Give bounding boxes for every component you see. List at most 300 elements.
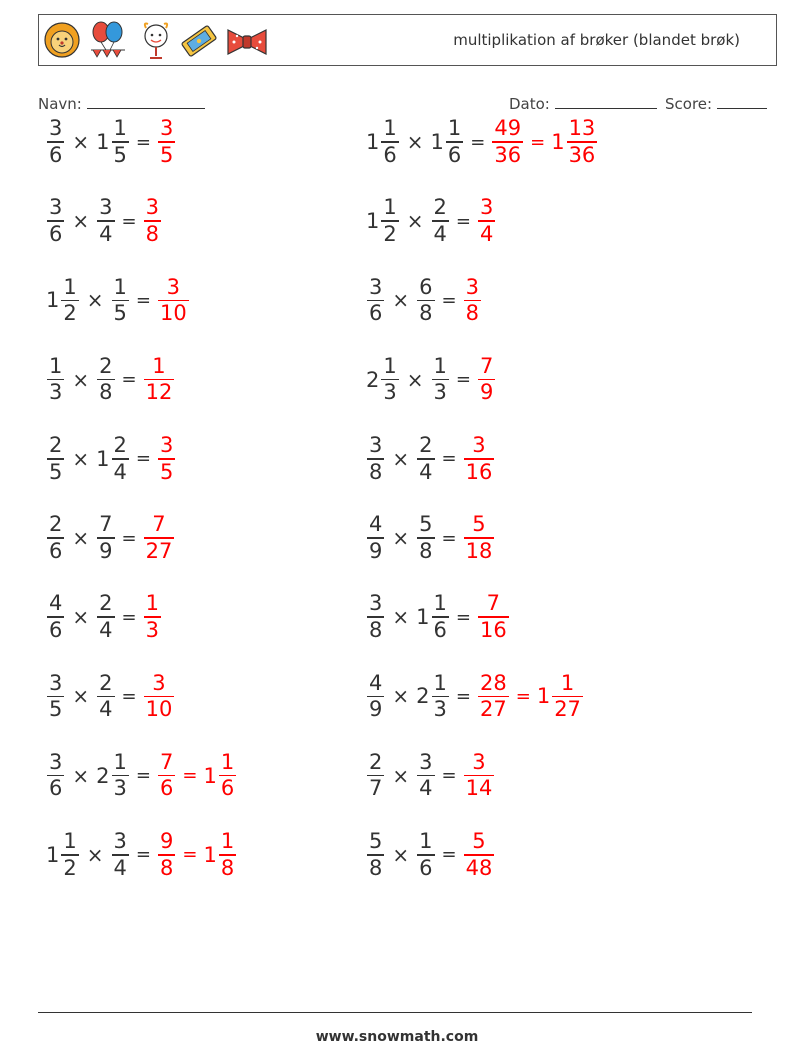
operand-b-fraction (97, 591, 114, 643)
problem-15 (46, 664, 175, 728)
answer-fraction (158, 750, 175, 802)
operand-a-fraction-numerator: 1 (383, 195, 397, 220)
footer-url: www.snowmath.com (315, 1029, 479, 1045)
answer-mixed-whole: 1 (551, 130, 565, 154)
answer (143, 354, 176, 406)
operand-a-fraction-denominator: 9 (369, 697, 383, 722)
operand-a-whole: 1 (366, 209, 380, 234)
operand-b-fraction-denominator: 6 (447, 142, 462, 167)
name-label: Navn: (38, 95, 82, 113)
answer (463, 512, 496, 564)
answer-fraction-denominator: 10 (145, 697, 173, 722)
answer-fraction-numerator: 3 (145, 195, 159, 220)
operand-a-fraction (381, 354, 398, 406)
answer-fraction (464, 275, 481, 327)
operand-b-fraction-denominator: 5 (113, 142, 127, 167)
answer-fraction-numerator: 7 (152, 512, 166, 537)
equals-sign: = (121, 527, 137, 549)
equals-sign: = (121, 606, 137, 628)
operand-b-fraction (417, 750, 434, 802)
operand-b-fraction-denominator: 4 (113, 855, 127, 880)
operand-b-fraction-denominator: 6 (419, 855, 433, 880)
answer (463, 275, 482, 327)
problem-2 (366, 110, 598, 174)
operand-b-fraction-numerator: 1 (113, 116, 127, 141)
header-box (38, 14, 777, 66)
problem-19 (46, 823, 237, 887)
answer-fraction-denominator: 9 (479, 380, 494, 405)
answer-fraction-denominator: 18 (465, 538, 493, 563)
operand-b-fraction-denominator: 4 (99, 617, 113, 642)
operand-b-fraction (112, 275, 129, 327)
operand-a-whole: 1 (46, 842, 60, 867)
equals-sign: = (121, 685, 137, 707)
answer-fraction-numerator: 3 (472, 749, 486, 774)
operand-a-fraction-denominator: 3 (49, 380, 63, 405)
operand-a-fraction-denominator: 8 (369, 617, 383, 642)
answer (463, 829, 496, 881)
operand-b-fraction-denominator: 4 (113, 459, 127, 484)
answer-fraction-denominator: 12 (145, 380, 173, 405)
operand-b-fraction (432, 591, 449, 643)
operand-b-fraction-denominator: 4 (99, 697, 113, 722)
answer (477, 195, 496, 247)
times-sign: × (392, 288, 410, 313)
operand-a-whole: 1 (366, 130, 380, 154)
operand-a-fraction-denominator: 6 (49, 221, 63, 246)
operand-a-whole: 1 (46, 288, 60, 313)
equals-sign: = (135, 765, 151, 787)
operand-a-fraction (367, 591, 384, 643)
answer-mixed-fraction (552, 671, 583, 723)
equals-sign: = (441, 289, 457, 311)
operand-b-fraction (97, 195, 114, 247)
equals-sign: = (441, 527, 457, 549)
answer-fraction-denominator: 14 (465, 776, 493, 801)
problem-18 (366, 744, 495, 808)
operand-a-fraction-numerator: 3 (49, 749, 63, 774)
problem-14 (366, 585, 510, 649)
answer-fraction-denominator: 16 (479, 617, 507, 642)
operand-b-whole: 1 (96, 446, 110, 471)
equals-sign: = (135, 289, 151, 311)
operand-b-fraction-numerator: 3 (113, 829, 127, 854)
answer-fraction (478, 354, 495, 406)
operand-b-fraction (432, 354, 449, 406)
answer (143, 591, 162, 643)
answer-fraction-numerator: 49 (494, 116, 522, 141)
problem-8 (366, 348, 496, 412)
answer-mixed-whole: 1 (536, 684, 551, 709)
answer-fraction (492, 116, 523, 168)
problem-6 (366, 268, 482, 332)
answer-mixed-fraction (219, 829, 236, 881)
operand-a-fraction-denominator: 6 (49, 617, 63, 642)
operand-b-whole: 1 (430, 130, 444, 154)
operand-b-whole: 1 (96, 130, 110, 154)
operand-b-fraction-numerator: 2 (433, 195, 447, 220)
problem-11 (46, 506, 175, 570)
answer-fraction (144, 512, 175, 564)
operand-a-fraction-numerator: 1 (383, 116, 397, 141)
operand-a-fraction-denominator: 7 (369, 776, 383, 801)
times-sign: × (392, 605, 410, 630)
operand-b-fraction-numerator: 7 (99, 512, 113, 537)
operand-b-fraction-denominator: 3 (113, 776, 127, 801)
times-sign: × (72, 209, 90, 234)
answer-fraction-denominator: 5 (159, 459, 174, 484)
answer-fraction-denominator: 6 (159, 776, 174, 801)
answer-fraction-denominator: 8 (159, 855, 174, 880)
operand-b-fraction (417, 829, 434, 881)
problem-16 (366, 664, 584, 728)
answer-equals-sign: = (530, 131, 546, 153)
answer-fraction-numerator: 1 (145, 591, 159, 616)
answer-fraction-numerator: 28 (479, 670, 507, 695)
operand-a-fraction (61, 275, 78, 327)
answer-fraction-denominator: 36 (494, 142, 522, 167)
operand-b-fraction-numerator: 1 (113, 749, 127, 774)
problem-4 (366, 189, 496, 253)
operand-b-fraction (112, 750, 129, 802)
answer (477, 671, 584, 723)
answer-fraction (144, 195, 161, 247)
operand-b-whole: 1 (416, 605, 430, 630)
operand-a-fraction (367, 671, 384, 723)
operand-b-fraction (112, 829, 129, 881)
operand-b-fraction (417, 512, 434, 564)
times-sign: × (392, 446, 410, 471)
answer-mixed-fraction (567, 116, 598, 168)
operand-b-fraction-numerator: 1 (433, 353, 447, 378)
operand-a-fraction-numerator: 4 (49, 591, 63, 616)
answer-mixed-fraction-numerator: 1 (220, 749, 235, 774)
answer (157, 275, 190, 327)
operand-b-fraction-denominator: 4 (419, 459, 433, 484)
operand-b-fraction-denominator: 8 (99, 380, 113, 405)
operand-b-fraction (97, 354, 114, 406)
equals-sign: = (135, 448, 151, 470)
equals-sign: = (455, 606, 471, 628)
equals-sign: = (470, 131, 486, 153)
answer-fraction-numerator: 3 (152, 670, 166, 695)
lion-icon (43, 20, 81, 60)
answer-fraction (158, 275, 189, 327)
answer-mixed-fraction (219, 750, 236, 802)
answer-fraction-denominator: 27 (145, 538, 173, 563)
operand-a-fraction-numerator: 3 (369, 274, 383, 299)
operand-a-fraction-denominator: 5 (49, 697, 63, 722)
operand-b-fraction-denominator: 6 (433, 617, 447, 642)
operand-a-fraction (47, 512, 64, 564)
answer-fraction (464, 750, 495, 802)
problem-9 (46, 427, 176, 491)
operand-a-fraction (47, 354, 64, 406)
answer-fraction-numerator: 5 (472, 512, 486, 537)
answer-fraction-numerator: 7 (159, 749, 174, 774)
operand-a-fraction (47, 671, 64, 723)
operand-a-fraction-numerator: 2 (369, 749, 383, 774)
operand-a-fraction-denominator: 8 (369, 855, 383, 880)
answer-fraction (144, 354, 175, 406)
problem-10 (366, 427, 495, 491)
operand-b-whole: 2 (416, 684, 430, 709)
date-label: Dato: (509, 95, 550, 113)
operand-b-fraction-numerator: 2 (419, 433, 433, 458)
operand-b-fraction-numerator: 3 (99, 195, 113, 220)
operand-b-fraction-numerator: 6 (419, 274, 433, 299)
answer (477, 354, 496, 406)
equals-sign: = (121, 369, 137, 391)
operand-b-fraction-denominator: 4 (433, 221, 447, 246)
answer-mixed-whole: 1 (203, 763, 217, 788)
answer (463, 433, 496, 485)
score-label: Score: (665, 95, 713, 113)
operand-a-fraction (381, 116, 398, 168)
operand-b-fraction-numerator: 1 (433, 670, 447, 695)
operand-a-fraction (381, 195, 398, 247)
operand-b-fraction-numerator: 2 (99, 353, 113, 378)
times-sign: × (72, 367, 90, 392)
answer-mixed-fraction-numerator: 13 (568, 116, 596, 141)
answer-fraction-denominator: 16 (465, 459, 493, 484)
operand-b-fraction-numerator: 3 (419, 749, 433, 774)
operand-a-fraction-numerator: 5 (369, 829, 383, 854)
times-sign: × (72, 446, 90, 471)
equals-sign: = (441, 448, 457, 470)
problem-3 (46, 189, 162, 253)
operand-a-fraction-numerator: 2 (49, 433, 63, 458)
times-sign: × (72, 526, 90, 550)
times-sign: × (392, 526, 410, 550)
bow-tie-icon (225, 20, 269, 62)
operand-b-fraction-numerator: 2 (99, 670, 113, 695)
times-sign: × (406, 130, 424, 154)
operand-b-fraction (112, 116, 129, 168)
answer (143, 512, 176, 564)
operand-b-fraction-denominator: 4 (419, 776, 433, 801)
operand-a-whole: 2 (366, 367, 380, 392)
operand-b-fraction-numerator: 2 (99, 591, 113, 616)
answer-mixed-fraction-numerator: 1 (220, 829, 235, 854)
operand-b-fraction (112, 433, 129, 485)
equals-sign: = (121, 210, 137, 232)
times-sign: × (392, 684, 410, 709)
operand-b-fraction (432, 195, 449, 247)
operand-a-fraction (47, 750, 64, 802)
answer-fraction-numerator: 3 (472, 433, 486, 458)
operand-a-fraction-numerator: 1 (63, 829, 77, 854)
operand-a-fraction (367, 275, 384, 327)
problem-1 (46, 110, 176, 174)
answer-fraction-numerator: 7 (479, 353, 494, 378)
answer (157, 433, 176, 485)
answer-fraction-numerator: 7 (486, 591, 501, 616)
operand-a-fraction-numerator: 1 (383, 353, 397, 378)
answer-fraction-numerator: 3 (166, 274, 181, 299)
answer-fraction-denominator: 5 (159, 142, 174, 167)
operand-b-fraction-numerator: 1 (447, 116, 462, 141)
answer-equals-sign: = (515, 685, 531, 707)
operand-b-fraction-numerator: 1 (419, 829, 433, 854)
equals-sign: = (441, 765, 457, 787)
operand-b-fraction-denominator: 4 (99, 221, 113, 246)
operand-b-fraction (446, 116, 463, 168)
operand-b-fraction-denominator: 8 (419, 538, 433, 563)
operand-a-fraction-denominator: 6 (49, 776, 63, 801)
score-field (665, 94, 767, 113)
times-sign: × (392, 842, 410, 867)
operand-a-fraction-denominator: 6 (369, 301, 383, 326)
problem-20 (366, 823, 495, 887)
times-sign: × (72, 763, 90, 788)
answer-fraction (158, 829, 175, 881)
answer (463, 750, 496, 802)
problem-13 (46, 585, 162, 649)
times-sign: × (406, 209, 424, 234)
answer-fraction (144, 671, 175, 723)
problem-12 (366, 506, 495, 570)
answer-fraction-denominator: 3 (145, 617, 159, 642)
operand-a-fraction-numerator: 1 (63, 274, 77, 299)
date-line[interactable] (555, 94, 657, 109)
times-sign: × (406, 367, 424, 392)
answer-fraction-denominator: 8 (465, 301, 479, 326)
operand-a-fraction (367, 750, 384, 802)
answer-equals-sign: = (182, 844, 198, 866)
operand-b-fraction-denominator: 5 (113, 301, 127, 326)
times-sign: × (72, 684, 90, 709)
operand-a-fraction-denominator: 2 (63, 301, 77, 326)
operand-b-fraction-denominator: 3 (433, 380, 447, 405)
problem-17 (46, 744, 237, 808)
operand-a-fraction-denominator: 6 (383, 142, 397, 167)
operand-a-fraction-denominator: 8 (369, 459, 383, 484)
times-sign: × (392, 763, 410, 788)
operand-a-fraction-numerator: 2 (49, 512, 63, 537)
operand-b-fraction (417, 275, 434, 327)
worksheet-title: multiplikation af brøker (blandet brøk) (453, 31, 740, 49)
operand-a-fraction (367, 512, 384, 564)
operand-b-fraction (417, 433, 434, 485)
operand-a-fraction-numerator: 3 (369, 433, 383, 458)
operand-a-fraction-denominator: 3 (383, 380, 397, 405)
operand-a-fraction-numerator: 3 (49, 195, 63, 220)
times-sign: × (86, 288, 104, 313)
answer-mixed-fraction-denominator: 36 (568, 142, 596, 167)
operand-b-fraction-denominator: 9 (99, 538, 113, 563)
answer-fraction-denominator: 4 (479, 221, 494, 246)
operand-a-fraction (367, 829, 384, 881)
answer-fraction-numerator: 3 (159, 433, 174, 458)
answer-fraction-numerator: 3 (159, 116, 174, 141)
operand-a-fraction (47, 591, 64, 643)
operand-b-fraction-numerator: 1 (113, 274, 127, 299)
operand-b-fraction (97, 512, 114, 564)
operand-a-fraction-numerator: 1 (49, 353, 63, 378)
answer-fraction-numerator: 5 (472, 829, 486, 854)
answer-fraction-numerator: 3 (479, 195, 494, 220)
operand-a-fraction-denominator: 6 (49, 538, 63, 563)
times-sign: × (86, 842, 104, 867)
answer-fraction (478, 195, 495, 247)
equals-sign: = (135, 844, 151, 866)
answer-fraction-denominator: 48 (465, 855, 493, 880)
answer-fraction (478, 591, 509, 643)
answer-mixed-whole: 1 (203, 842, 217, 867)
operand-a-fraction (367, 433, 384, 485)
answer-fraction-numerator: 9 (159, 829, 174, 854)
answer-equals-sign: = (182, 765, 198, 787)
equals-sign: = (455, 685, 471, 707)
answer (491, 116, 598, 168)
answer-fraction (158, 116, 175, 168)
operand-a-fraction-denominator: 6 (49, 142, 63, 167)
operand-b-fraction-numerator: 2 (113, 433, 127, 458)
operand-b-fraction-numerator: 1 (433, 591, 447, 616)
answer-fraction (464, 829, 495, 881)
name-line[interactable] (87, 94, 205, 109)
equals-sign: = (441, 844, 457, 866)
operand-b-fraction (432, 671, 449, 723)
answer (143, 671, 176, 723)
times-sign: × (72, 605, 90, 630)
answer-fraction (464, 512, 495, 564)
operand-b-fraction-numerator: 5 (419, 512, 433, 537)
answer (477, 591, 510, 643)
answer-mixed-fraction-numerator: 1 (560, 670, 575, 695)
answer-mixed-fraction-denominator: 6 (220, 776, 235, 801)
footer-divider (38, 1012, 752, 1013)
operand-a-fraction-denominator: 5 (49, 459, 63, 484)
answer-mixed-fraction-denominator: 27 (554, 697, 581, 722)
answer-fraction (144, 591, 161, 643)
answer-mixed-fraction-denominator: 8 (220, 855, 235, 880)
operand-b-fraction-denominator: 8 (419, 301, 433, 326)
answer (157, 116, 176, 168)
answer (143, 195, 162, 247)
answer (157, 829, 237, 881)
operand-a-fraction-denominator: 9 (369, 538, 383, 563)
operand-a-fraction-numerator: 3 (369, 591, 383, 616)
times-sign: × (72, 130, 90, 154)
answer-fraction-numerator: 1 (152, 353, 166, 378)
equals-sign: = (455, 369, 471, 391)
problem-5 (46, 268, 190, 332)
operand-a-fraction (47, 195, 64, 247)
operand-a-fraction (47, 433, 64, 485)
score-line[interactable] (717, 94, 767, 109)
answer-fraction-denominator: 27 (479, 697, 507, 722)
operand-a-fraction-denominator: 2 (63, 855, 77, 880)
operand-b-fraction-denominator: 3 (433, 697, 447, 722)
operand-a-fraction-numerator: 3 (49, 670, 63, 695)
balloons-icon (88, 20, 128, 62)
operand-a-fraction-numerator: 3 (49, 116, 63, 141)
equals-sign: = (135, 131, 151, 153)
clown-mirror-icon (138, 20, 174, 62)
answer-fraction-numerator: 3 (465, 274, 479, 299)
operand-a-fraction-numerator: 4 (369, 512, 383, 537)
answer-fraction (478, 671, 509, 723)
operand-a-fraction-numerator: 4 (369, 670, 383, 695)
ticket-icon (179, 20, 219, 62)
answer-fraction (158, 433, 175, 485)
answer (157, 750, 237, 802)
operand-a-fraction-denominator: 2 (383, 221, 397, 246)
operand-a-fraction (61, 829, 78, 881)
answer-fraction-denominator: 8 (145, 221, 159, 246)
